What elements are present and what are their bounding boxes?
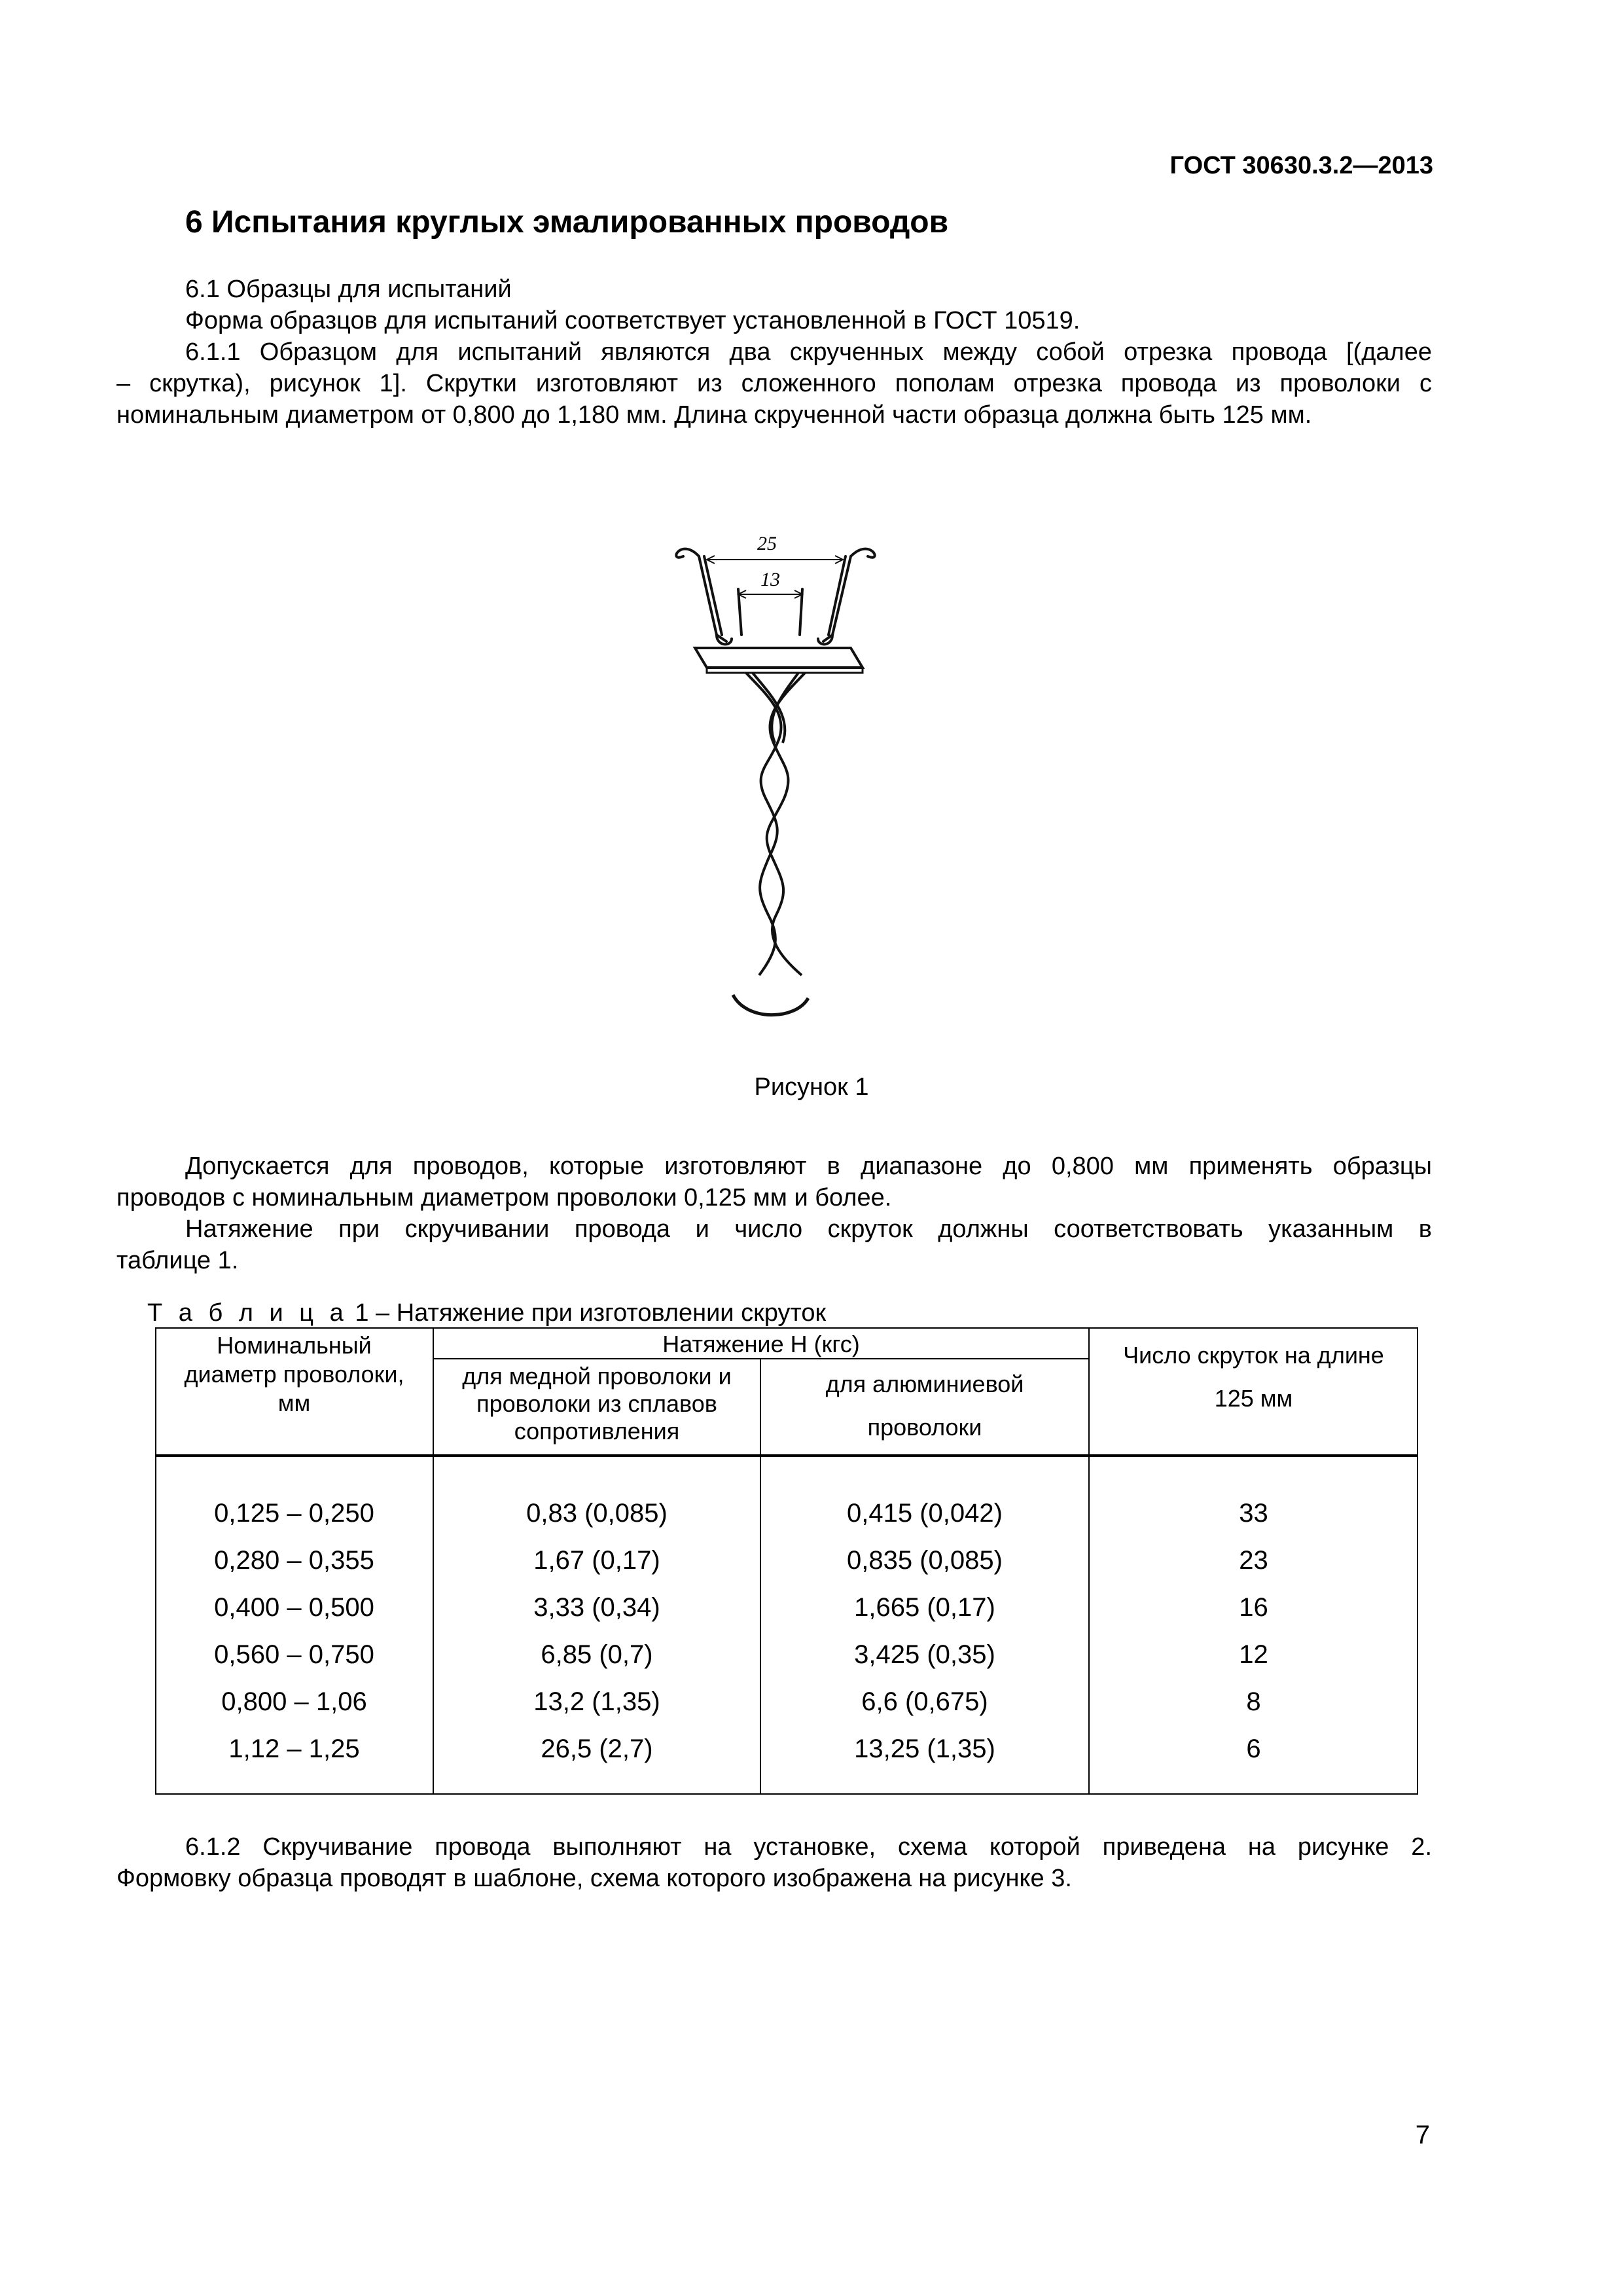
table-cell-aluminium: 3,425 (0,35) xyxy=(854,1640,995,1669)
paragraph-form: Форма образцов для испытаний соответствует установленной в ГОСТ 10519. xyxy=(185,307,1080,334)
header-aluminium-line2: проволоки xyxy=(867,1414,982,1441)
table-cell-twists: 12 xyxy=(1239,1640,1268,1669)
dimension-outer-label: 25 xyxy=(757,533,777,554)
paragraph-6-1-1-line2: – скрутка), рисунок 1]. Скрутки изготовляют из сложенного пополам отрезка провода из проволоки с xyxy=(116,370,1432,397)
table-1-title-text: 1 – Натяжение при изготовлении скруток xyxy=(348,1299,827,1327)
table-cell-diameter: 1,12 – 1,25 xyxy=(228,1734,360,1763)
table-cell-twists: 23 xyxy=(1239,1546,1268,1575)
header-aluminium-line1: для алюминиевой xyxy=(825,1371,1024,1397)
subsection-title: 6.1 Образцы для испытаний xyxy=(185,276,512,303)
paragraph-6-1-2 xyxy=(116,1831,1432,1894)
table-cell-copper: 26,5 (2,7) xyxy=(541,1734,653,1763)
table-1-title xyxy=(147,1299,826,1327)
table-cell-diameter: 0,560 – 0,750 xyxy=(214,1640,374,1669)
twisted-wire-sample-icon xyxy=(654,517,916,1054)
header-diameter-line1: Номинальный xyxy=(217,1332,372,1359)
figure-1-drawing xyxy=(654,517,916,1054)
table-cell-diameter: 0,800 – 1,06 xyxy=(221,1687,367,1716)
table-cell-aluminium: 1,665 (0,17) xyxy=(854,1593,995,1622)
table-1 xyxy=(155,1327,1418,1795)
table-1-title-prefix: Т а б л и ц а xyxy=(147,1299,348,1327)
table-cell-aluminium: 0,835 (0,085) xyxy=(847,1546,1003,1575)
header-diameter xyxy=(155,1331,433,1418)
header-copper xyxy=(433,1363,760,1445)
paragraph-tension-line2: таблице 1. xyxy=(116,1247,239,1274)
table-cell-copper: 6,85 (0,7) xyxy=(541,1640,653,1669)
paragraph-tension-line1: Натяжение при скручивании провода и число скруток должны соответствовать указанным в xyxy=(185,1215,1432,1243)
page-number: 7 xyxy=(1415,2121,1430,2149)
header-twists xyxy=(1089,1334,1418,1420)
table-cell-aluminium: 0,415 (0,042) xyxy=(847,1499,1003,1528)
header-copper-line1: для медной проволоки и xyxy=(462,1363,732,1390)
paragraph-6-1-1-line3: номинальным диаметром от 0,800 до 1,180 мм. Длина скрученной части образца должна быть 125 мм. xyxy=(116,401,1312,429)
paragraph-allowed-line1: Допускается для проводов, которые изготовляют в диапазоне до 0,800 мм применять образцы xyxy=(185,1153,1432,1180)
table-cell-diameter: 0,400 – 0,500 xyxy=(214,1593,374,1622)
header-twists-line2: 125 мм xyxy=(1214,1385,1293,1412)
header-diameter-line2: диаметр проволоки, xyxy=(184,1361,404,1388)
table-cell-twists: 8 xyxy=(1246,1687,1261,1716)
paragraph-6-1-2-line2: Формовку образца проводят в шаблоне, схема которого изображена на рисунке 3. xyxy=(116,1865,1072,1892)
document-code: ГОСТ 30630.3.2—2013 xyxy=(1169,152,1433,179)
header-tension: Натяжение Н (кгс) xyxy=(662,1331,860,1357)
table-cell-copper: 13,2 (1,35) xyxy=(533,1687,660,1716)
dimension-inner-label: 13 xyxy=(760,569,780,590)
table-cell-copper: 3,33 (0,34) xyxy=(533,1593,660,1622)
table-cell-aluminium: 6,6 (0,675) xyxy=(861,1687,988,1716)
table-cell-aluminium: 13,25 (1,35) xyxy=(854,1734,995,1763)
paragraph-6-1-2-line1: 6.1.2 Скручивание провода выполняют на установке, схема которой приведена на рисунке 2. xyxy=(185,1833,1432,1861)
header-diameter-line3: мм xyxy=(277,1390,311,1416)
figure-1-caption: Рисунок 1 xyxy=(754,1073,869,1101)
section-heading: 6 Испытания круглых эмалированных проводов xyxy=(185,205,949,240)
header-aluminium xyxy=(760,1363,1089,1449)
table-cell-diameter: 0,125 – 0,250 xyxy=(214,1499,374,1528)
table-cell-twists: 6 xyxy=(1246,1734,1261,1763)
paragraph-allowed xyxy=(116,1151,1432,1213)
paragraph-6-1-1 xyxy=(116,336,1432,431)
table-cell-twists: 33 xyxy=(1239,1499,1268,1528)
table-cell-copper: 1,67 (0,17) xyxy=(533,1546,660,1575)
header-copper-line3: сопротивления xyxy=(514,1418,680,1444)
paragraph-allowed-line2: проводов с номинальным диаметром проволоки 0,125 мм и более. xyxy=(116,1184,892,1211)
header-copper-line2: проволоки из сплавов xyxy=(476,1390,717,1417)
paragraph-6-1-1-line1: 6.1.1 Образцом для испытаний являются два скрученных между собой отрезка провода [(далее xyxy=(185,338,1432,366)
header-twists-line1: Число скруток на длине xyxy=(1123,1342,1384,1369)
paragraph-tension xyxy=(116,1213,1432,1276)
table-cell-twists: 16 xyxy=(1239,1593,1268,1622)
table-cell-diameter: 0,280 – 0,355 xyxy=(214,1546,374,1575)
table-cell-copper: 0,83 (0,085) xyxy=(526,1499,668,1528)
